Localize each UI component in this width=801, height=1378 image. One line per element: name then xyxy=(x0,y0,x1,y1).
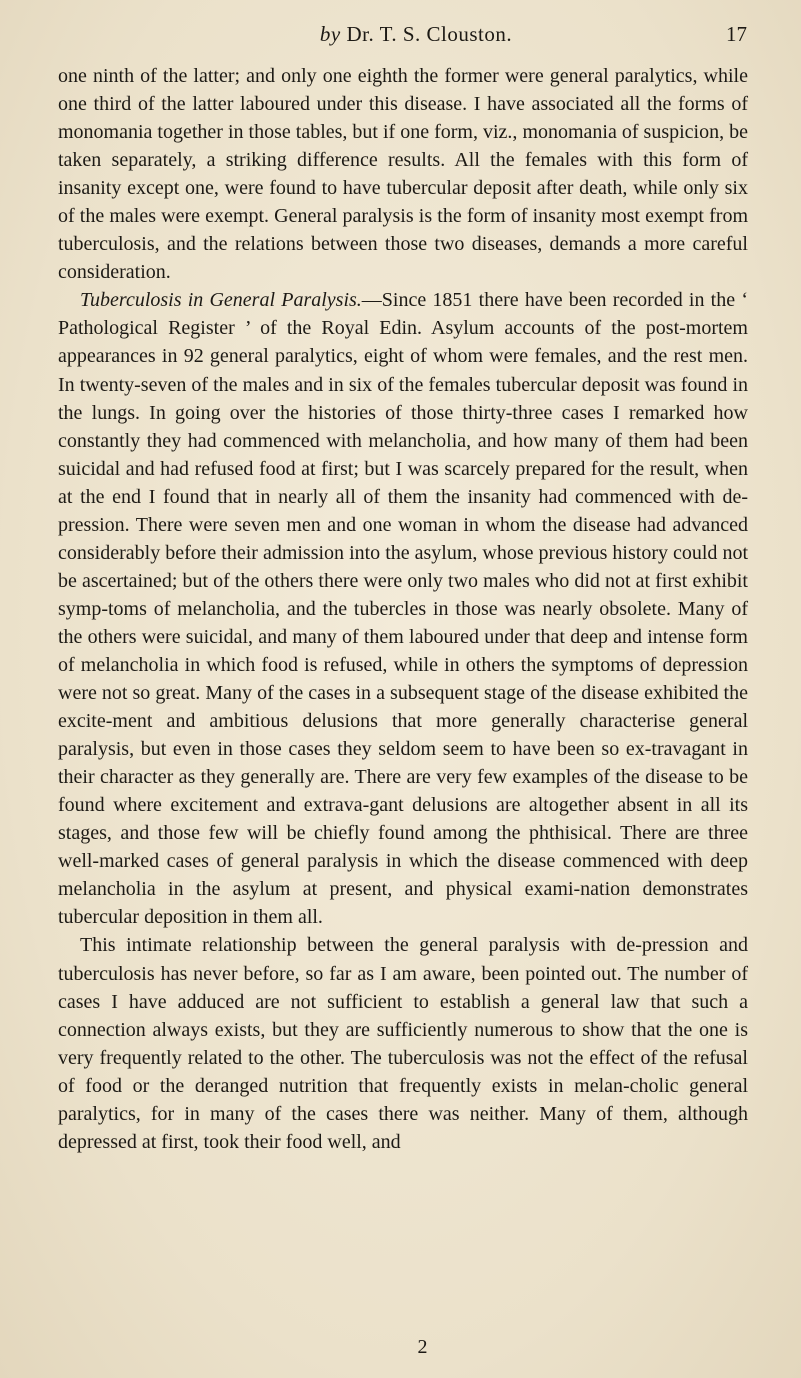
signature-number: 2 xyxy=(417,1336,428,1358)
paragraph-1 xyxy=(58,62,748,286)
running-title-author: Dr. T. S. Clouston. xyxy=(346,22,513,46)
page-number: 17 xyxy=(726,22,747,46)
body-text xyxy=(58,62,748,1156)
running-title-by: by xyxy=(319,22,341,46)
section-heading-tuberculosis: Tuberculosis in General Paralysis. xyxy=(80,289,362,312)
running-title xyxy=(236,22,596,47)
paragraph-1-text: one ninth of the latter; and only one eighth the former were general paralytics, while one third of the latter laboured under this disease. I have associated all the forms of monomania together in those tables, but if one form, viz., monomania of suspicion, be taken separately, a striking difference results. All the females with this form of insanity except one, were found to have tubercular deposit after death, while only six of the males were exempt. General paralysis is the form of insanity most exempt from tuberculosis, and the relations between those two diseases, demands a more careful consideration. xyxy=(58,65,748,284)
signature-mark xyxy=(0,1336,801,1359)
paragraph-3 xyxy=(58,931,748,1155)
running-head xyxy=(0,22,801,52)
paragraph-2-text: —Since 1851 there have been recorded in the ‘ Pathological Register ’ of the Royal Edin. Asylum accounts of the post-mortem appearances in 92 general paralytics, eight of whom were females, and the rest men. In twenty-seven of the males and in six of the females tubercular deposit was found in the lungs. In going over the histories of those thirty-three cases I remarked how constantly they had commenced with melancholia, and how many of them had been suicidal and had refused food at first; but I was scarcely prepared for the result, when at the end I found that in nearly all of them the insanity had commenced with de-pression. There were seven men and one woman in whom the disease had advanced considerably before their admission into the asylum, whose previous history could not be ascertained; but of the others there were only two males who did not at first exhibit symp-toms of melancholia, and the tubercles in those was nearly obsolete. Many of the others were suicidal, and many of them laboured under that deep and intense form of melancholia in which food is refused, while in others the symptoms of depression were not so great. Many of the cases in a subsequent stage of the disease exhibited the excite-ment and ambitious delusions that more generally characterise general paralysis, but even in those cases they seldom seem to have been so ex-travagant in their character as they generally are. There are very few examples of the disease to be found where excitement and extrava-gant delusions are altogether absent in all its stages, and those few will be chiefly found among the phthisical. There are three well-marked cases of general paralysis in which the disease commenced with deep melancholia in the asylum at present, and physical exami-nation demonstrates tubercular deposition in them all. xyxy=(58,289,748,929)
paragraph-3-text: This intimate relationship between the general paralysis with de-pression and tuberculosis has never before, so far as I am aware, been pointed out. The number of cases I have adduced are not sufficient to establish a general law that such a connection always exists, but they are sufficiently numerous to show that the one is very frequently related to the other. The tuberculosis was not the effect of the refusal of food or the deranged nutrition that frequently exists in melan-cholic general paralytics, for in many of the cases there was neither. Many of them, although depressed at first, took their food well, and xyxy=(58,934,748,1153)
paragraph-2 xyxy=(58,286,748,931)
